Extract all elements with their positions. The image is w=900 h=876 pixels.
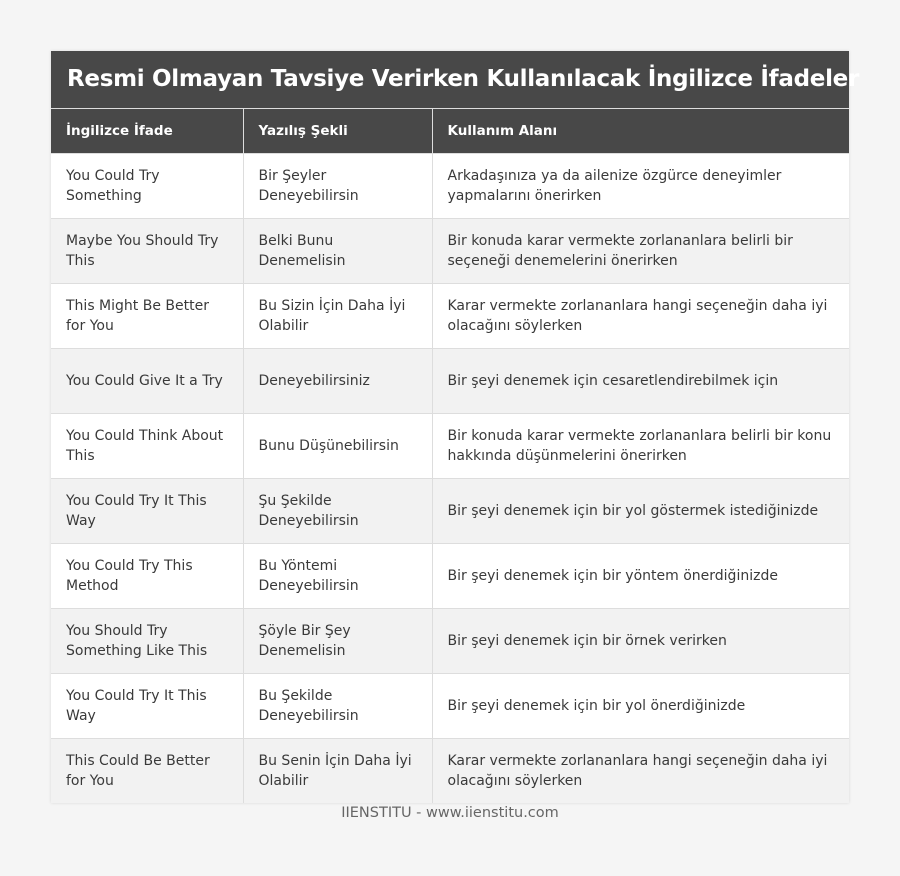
table-title: Resmi Olmayan Tavsiye Verirken Kullanılacak İngilizce İfadeler (51, 51, 849, 108)
english-phrase-cell: You Could Try Something (51, 154, 243, 219)
header-row (51, 109, 849, 154)
spelling-cell: Şöyle Bir Şey Denemelisin (243, 609, 432, 674)
english-phrase-cell: You Could Think About This (51, 414, 243, 479)
table-row (51, 349, 849, 414)
spelling-cell: Bir Şeyler Deneyebilirsin (243, 154, 432, 219)
usage-cell: Bir konuda karar vermekte zorlananlara belirli bir konu hakkında düşünmelerini önerirken (432, 414, 849, 479)
table-row (51, 674, 849, 739)
spelling-cell: Şu Şekilde Deneyebilirsin (243, 479, 432, 544)
column-header-spelling: Yazılış Şekli (243, 109, 432, 154)
english-phrase-cell: You Could Try It This Way (51, 674, 243, 739)
english-phrase-cell: You Should Try Something Like This (51, 609, 243, 674)
usage-cell: Bir şeyi denemek için cesaretlendirebilmek için (432, 349, 849, 414)
usage-cell: Bir şeyi denemek için bir yöntem önerdiğinizde (432, 544, 849, 609)
phrases-table-card (51, 51, 859, 803)
column-header-usage: Kullanım Alanı (432, 109, 849, 154)
spelling-cell: Bunu Düşünebilirsin (243, 414, 432, 479)
english-phrase-cell: You Could Try This Method (51, 544, 243, 609)
english-phrase-cell: You Could Try It This Way (51, 479, 243, 544)
table-row (51, 414, 849, 479)
table-row (51, 544, 849, 609)
table-row (51, 739, 849, 804)
spelling-cell: Bu Yöntemi Deneyebilirsin (243, 544, 432, 609)
usage-cell: Karar vermekte zorlananlara hangi seçeneğin daha iyi olacağını söylerken (432, 739, 849, 804)
spelling-cell: Deneyebilirsiniz (243, 349, 432, 414)
spelling-cell: Belki Bunu Denemelisin (243, 219, 432, 284)
column-header-english: İngilizce İfade (51, 109, 243, 154)
spelling-cell: Bu Şekilde Deneyebilirsin (243, 674, 432, 739)
english-phrase-cell: This Might Be Better for You (51, 284, 243, 349)
usage-cell: Bir konuda karar vermekte zorlananlara belirli bir seçeneği denemelerini önerirken (432, 219, 849, 284)
usage-cell: Bir şeyi denemek için bir yol göstermek istediğinizde (432, 479, 849, 544)
spelling-cell: Bu Senin İçin Daha İyi Olabilir (243, 739, 432, 804)
table-row (51, 284, 849, 349)
phrases-table (51, 108, 849, 803)
english-phrase-cell: This Could Be Better for You (51, 739, 243, 804)
english-phrase-cell: Maybe You Should Try This (51, 219, 243, 284)
footer-credit: IIENSTITU - www.iienstitu.com (341, 805, 559, 821)
english-phrase-cell: You Could Give It a Try (51, 349, 243, 414)
usage-cell: Karar vermekte zorlananlara hangi seçeneğin daha iyi olacağını söylerken (432, 284, 849, 349)
usage-cell: Bir şeyi denemek için bir yol önerdiğinizde (432, 674, 849, 739)
usage-cell: Arkadaşınıza ya da ailenize özgürce deneyimler yapmalarını önerirken (432, 154, 849, 219)
table-row (51, 219, 849, 284)
table-row (51, 479, 849, 544)
table-row (51, 609, 849, 674)
spelling-cell: Bu Sizin İçin Daha İyi Olabilir (243, 284, 432, 349)
usage-cell: Bir şeyi denemek için bir örnek verirken (432, 609, 849, 674)
table-row (51, 154, 849, 219)
